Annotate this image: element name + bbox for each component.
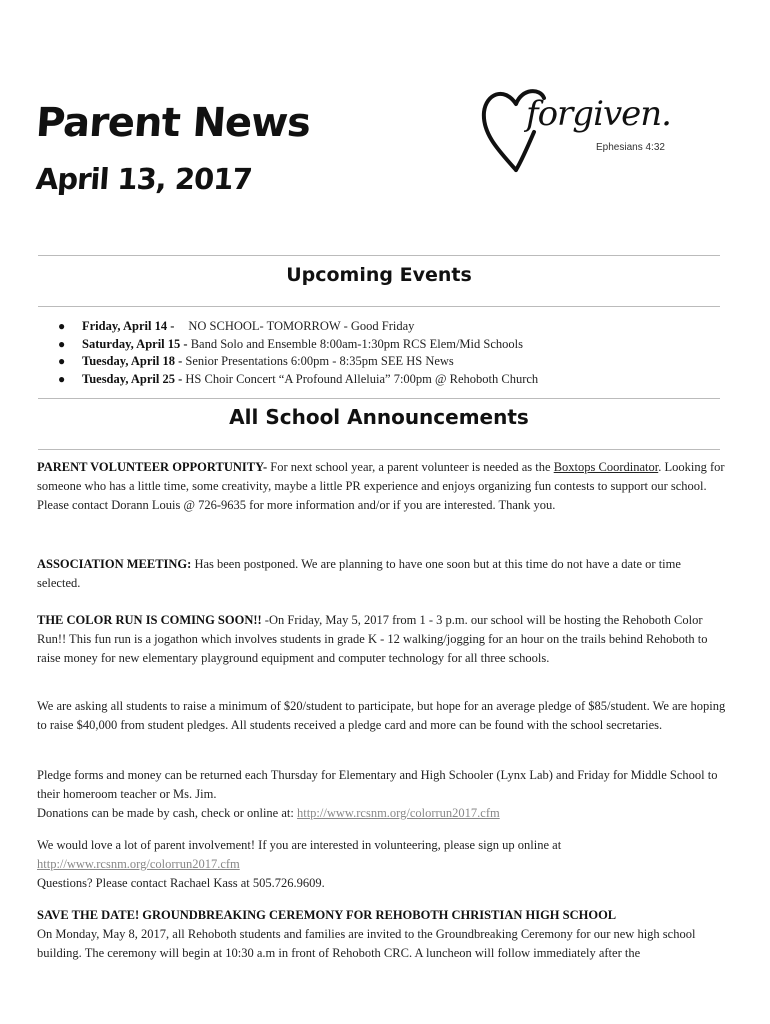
announcements-heading: All School Announcements [229,405,529,429]
divider [38,255,720,256]
divider [38,306,720,307]
page-title: Parent News [34,100,312,146]
boxtops-link[interactable]: Boxtops Coordinator [553,460,659,474]
color-run-announcement: THE COLOR RUN IS COMING SOON!! -On Friday, May 5, 2017 from 1 - 3 p.m. our school will be hosting the Rehoboth Color Run!! This fun run is a jogathon which involves students in grade K - 12 walking/jogging for an hour on the trails behind Rehoboth to raise money for new elementary playground equipment and computer technology for all three schools. [37,613,708,666]
events-list [58,318,538,388]
logo-wordmark: forgiven. [526,94,671,134]
divider [38,398,720,399]
list-item: ● Tuesday, April 18 - Senior Presentations 6:00pm - 8:35pm SEE HS News [58,354,454,368]
list-item: ● Saturday, April 15 - Band Solo and Ensemble 8:00am-1:30pm RCS Elem/Mid Schools [58,336,523,351]
color-run-returns-paragraph: Pledge forms and money can be returned each Thursday for Elementary and High Schooler (Lynx Lab) and Friday for Middle School to their homeroom teacher or Ms. Jim. Donations can be made by cash, check or online at: http://www.rcsnm.org/colorrun2017.cfm [37,768,718,821]
color-run-pledge-paragraph: We are asking all students to raise a minimum of $20/student to participate, but hope for an average pledge of $85/student. We are hoping to raise $40,000 from student pledges. All students received a pledge card and more can be found with the school secretaries. [37,699,726,733]
list-item: ● Friday, April 14 - NO SCHOOL- TOMORROW - Good Friday [58,319,415,333]
forgiven-logo [478,82,688,178]
association-announcement: ASSOCIATION MEETING: Has been postponed. We are planning to have one soon but at this time do not have a date or time selected. [37,557,681,591]
color-run-signup-link[interactable]: http://www.rcsnm.org/colorrun2017.cfm [37,857,240,872]
newsletter-date: April 13, 2017 [34,162,253,196]
groundbreaking-announcement: SAVE THE DATE! GROUNDBREAKING CEREMONY FOR REHOBOTH CHRISTIAN HIGH SCHOOL On Monday, May 8, 2017, all Rehoboth students and families are invited to the Groundbreaking Ceremony for our new high school building. The ceremony will begin at 10:30 a.m in front of Rehoboth CRC. A luncheon will follow immediately after the [37,908,696,961]
color-run-link[interactable]: http://www.rcsnm.org/colorrun2017.cfm [296,806,500,821]
list-item: ● Tuesday, April 25 - HS Choir Concert “A Profound Alleluia” 7:00pm @ Rehoboth Church [58,371,539,386]
color-run-volunteer-paragraph: We would love a lot of parent involvement! If you are interested in volunteering, please sign up online at http://www.rcsnm.org/colorrun2017.cfm Questions? Please contact Rachael Kass at 505.726.9609. [37,838,562,891]
volunteer-announcement: PARENT VOLUNTEER OPPORTUNITY- For next school year, a parent volunteer is needed as the Boxtops Coordinator. Looking for someone who has a little time, some creativity, maybe a little PR experience and enjoys organizing fun contests to support our school. Please contact Dorann Louis @ 726-9635 for more information and/or if you are interested. Thank you. [37,460,725,513]
upcoming-events-heading: Upcoming Events [286,264,472,286]
logo-verse-reference: Ephesians 4:32 [596,142,665,153]
divider [38,449,720,450]
